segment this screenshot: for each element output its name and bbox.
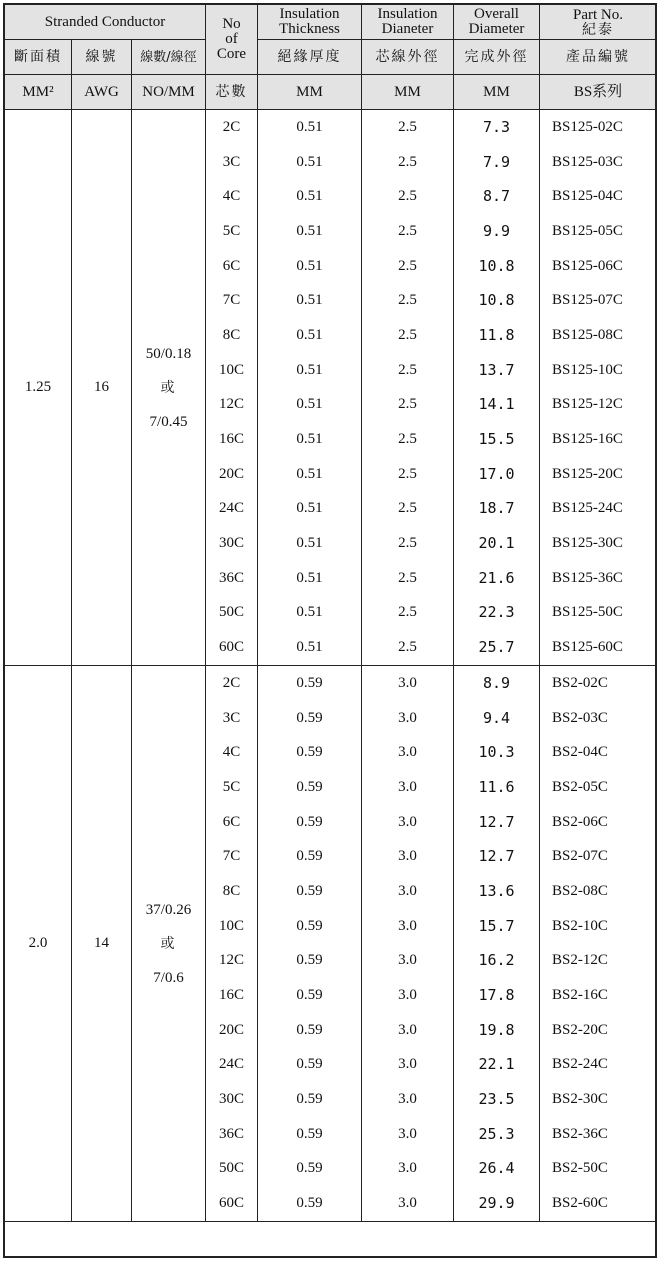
core-od-cell: 2.5: [362, 353, 454, 388]
core-od-cell: 2.5: [362, 492, 454, 527]
strands-cell: [132, 110, 206, 666]
area-cell: 2.0: [5, 666, 72, 1222]
core-od-cell: 2.5: [362, 318, 454, 353]
overall-od-cell: 26.4: [454, 1152, 540, 1187]
part-no-cell: BS125-30C: [540, 526, 657, 561]
stranded-conductor-header: Stranded Conductor: [5, 5, 206, 40]
area-cell: 1.25: [5, 110, 72, 666]
insulation-diameter-line-2: Dianeter: [381, 21, 434, 37]
part-no-cell: BS2-06C: [540, 805, 657, 840]
part-no-cell: BS125-20C: [540, 457, 657, 492]
overall-od-cell: 16.2: [454, 944, 540, 979]
thickness-cell: 0.59: [258, 1048, 362, 1083]
core-cell: 7C: [206, 283, 258, 318]
no-of-core-header: [206, 5, 258, 75]
core-od-cell: 3.0: [362, 839, 454, 874]
core-od-cell: 3.0: [362, 1186, 454, 1221]
overall-od-cell: 7.3: [454, 110, 540, 145]
overall-diameter-line-2: Diameter: [468, 21, 525, 37]
strands-line: 7/0.45: [149, 413, 188, 430]
core-od-cell: 2.5: [362, 145, 454, 180]
core-cell: 16C: [206, 978, 258, 1013]
cn-core-od-label: 芯線外徑: [362, 40, 454, 75]
core-cell: 6C: [206, 805, 258, 840]
core-cell: 3C: [206, 701, 258, 736]
part-no-cell: BS2-36C: [540, 1117, 657, 1152]
core-od-cell: 2.5: [362, 596, 454, 631]
overall-od-cell: 15.7: [454, 909, 540, 944]
strands-line: 7/0.6: [153, 969, 184, 986]
overall-od-cell: 22.1: [454, 1048, 540, 1083]
overall-od-cell: 13.6: [454, 874, 540, 909]
core-cell: 50C: [206, 1152, 258, 1187]
core-cell: 5C: [206, 770, 258, 805]
core-od-cell: 3.0: [362, 701, 454, 736]
strands-cell: [132, 666, 206, 1222]
core-od-cell: 3.0: [362, 909, 454, 944]
core-cell: 24C: [206, 1048, 258, 1083]
overall-od-cell: 11.6: [454, 770, 540, 805]
core-cell: 30C: [206, 1082, 258, 1117]
thickness-cell: 0.59: [258, 1186, 362, 1221]
core-cell: 2C: [206, 110, 258, 145]
part-no-header: [540, 5, 657, 40]
overall-od-cell: 14.1: [454, 388, 540, 423]
part-no-cell: BS125-03C: [540, 145, 657, 180]
core-od-cell: 3.0: [362, 944, 454, 979]
part-no-cell: BS2-50C: [540, 1152, 657, 1187]
overall-od-cell: 9.4: [454, 701, 540, 736]
overall-od-cell: 17.8: [454, 978, 540, 1013]
cn-strands-label: 線數/線徑: [132, 40, 206, 75]
thickness-cell: 0.51: [258, 249, 362, 284]
core-od-cell: 2.5: [362, 630, 454, 665]
core-cell: 60C: [206, 630, 258, 665]
part-no-cell: BS2-12C: [540, 944, 657, 979]
part-no-cell: BS2-04C: [540, 735, 657, 770]
part-no-cell: BS125-60C: [540, 630, 657, 665]
thickness-cell: 0.51: [258, 318, 362, 353]
part-no-cell: BS2-03C: [540, 701, 657, 736]
overall-od-cell: 10.8: [454, 249, 540, 284]
cable-spec-table: [4, 4, 657, 1222]
overall-od-cell: 20.1: [454, 526, 540, 561]
thickness-cell: 0.51: [258, 457, 362, 492]
part-no-cell: BS2-30C: [540, 1082, 657, 1117]
overall-od-cell: 12.7: [454, 839, 540, 874]
core-cell: 8C: [206, 318, 258, 353]
core-od-cell: 2.5: [362, 110, 454, 145]
core-cell: 3C: [206, 145, 258, 180]
thickness-cell: 0.51: [258, 388, 362, 423]
core-cell: 10C: [206, 353, 258, 388]
overall-diameter-header: [454, 5, 540, 40]
strands-line: 50/0.18: [145, 345, 192, 362]
part-no-line-2: 紀泰: [582, 21, 614, 38]
core-cell: 12C: [206, 388, 258, 423]
core-od-cell: 2.5: [362, 457, 454, 492]
thickness-cell: 0.51: [258, 630, 362, 665]
thickness-cell: 0.59: [258, 1152, 362, 1187]
core-od-cell: 3.0: [362, 805, 454, 840]
part-no-cell: BS2-10C: [540, 909, 657, 944]
core-cell: 24C: [206, 492, 258, 527]
part-no-cell: BS125-06C: [540, 249, 657, 284]
part-no-cell: BS125-10C: [540, 353, 657, 388]
thickness-cell: 0.59: [258, 1013, 362, 1048]
core-cell: 20C: [206, 457, 258, 492]
unit-core: 芯數: [206, 75, 258, 110]
thickness-cell: 0.59: [258, 701, 362, 736]
part-no-cell: BS2-07C: [540, 839, 657, 874]
overall-od-cell: 25.7: [454, 630, 540, 665]
overall-od-cell: 11.8: [454, 318, 540, 353]
core-od-cell: 2.5: [362, 526, 454, 561]
overall-od-cell: 10.8: [454, 283, 540, 318]
core-od-cell: 3.0: [362, 1048, 454, 1083]
strands-line: 或: [160, 379, 177, 396]
core-od-cell: 2.5: [362, 214, 454, 249]
part-no-cell: BS125-36C: [540, 561, 657, 596]
overall-od-cell: 7.9: [454, 145, 540, 180]
core-od-cell: 3.0: [362, 1013, 454, 1048]
core-cell: 7C: [206, 839, 258, 874]
thickness-cell: 0.51: [258, 145, 362, 180]
core-od-cell: 2.5: [362, 422, 454, 457]
core-cell: 6C: [206, 249, 258, 284]
unit-overall-od: MM: [454, 75, 540, 110]
part-no-cell: BS125-08C: [540, 318, 657, 353]
overall-od-cell: 15.5: [454, 422, 540, 457]
thickness-cell: 0.59: [258, 735, 362, 770]
thickness-cell: 0.59: [258, 874, 362, 909]
core-cell: 10C: [206, 909, 258, 944]
core-cell: 4C: [206, 735, 258, 770]
core-cell: 36C: [206, 561, 258, 596]
part-no-cell: BS125-24C: [540, 492, 657, 527]
thickness-cell: 0.51: [258, 422, 362, 457]
thickness-cell: 0.59: [258, 909, 362, 944]
core-cell: 12C: [206, 944, 258, 979]
header-row-units: [5, 75, 657, 110]
thickness-cell: 0.51: [258, 110, 362, 145]
table-row: [5, 110, 657, 145]
insulation-thickness-header: [258, 5, 362, 40]
core-cell: 8C: [206, 874, 258, 909]
thickness-cell: 0.51: [258, 492, 362, 527]
thickness-cell: 0.51: [258, 179, 362, 214]
part-no-cell: BS125-07C: [540, 283, 657, 318]
awg-cell: 16: [72, 110, 132, 666]
cn-insul-thickness-label: 絕緣厚度: [258, 40, 362, 75]
core-cell: 4C: [206, 179, 258, 214]
part-no-cell: BS2-24C: [540, 1048, 657, 1083]
core-od-cell: 3.0: [362, 1082, 454, 1117]
core-cell: 30C: [206, 526, 258, 561]
part-no-cell: BS125-16C: [540, 422, 657, 457]
spec-table-body: [5, 110, 657, 1222]
unit-series: BS系列: [540, 75, 657, 110]
overall-od-cell: 8.9: [454, 666, 540, 701]
unit-area: MM²: [5, 75, 72, 110]
part-no-cell: BS125-04C: [540, 179, 657, 214]
core-od-cell: 3.0: [362, 1117, 454, 1152]
cn-gauge-label: 線號: [72, 40, 132, 75]
thickness-cell: 0.59: [258, 839, 362, 874]
overall-od-cell: 25.3: [454, 1117, 540, 1152]
no-of-core-line-2: of: [225, 31, 238, 47]
thickness-cell: 0.51: [258, 526, 362, 561]
cn-area-label: 斷面積: [5, 40, 72, 75]
thickness-cell: 0.59: [258, 1117, 362, 1152]
overall-od-cell: 10.3: [454, 735, 540, 770]
core-cell: 16C: [206, 422, 258, 457]
part-no-cell: BS125-02C: [540, 110, 657, 145]
part-no-cell: BS2-08C: [540, 874, 657, 909]
no-of-core-line-3: Core: [216, 46, 247, 62]
thickness-cell: 0.51: [258, 596, 362, 631]
no-of-core-line-1: No: [222, 16, 241, 32]
overall-od-cell: 12.7: [454, 805, 540, 840]
thickness-cell: 0.59: [258, 944, 362, 979]
overall-od-cell: 17.0: [454, 457, 540, 492]
core-od-cell: 2.5: [362, 561, 454, 596]
core-cell: 2C: [206, 666, 258, 701]
insulation-thickness-line-2: Thickness: [279, 21, 340, 37]
core-od-cell: 2.5: [362, 179, 454, 214]
cn-product-no-label: 產品編號: [540, 40, 657, 75]
core-od-cell: 2.5: [362, 249, 454, 284]
insulation-diameter-header: [362, 5, 454, 40]
core-od-cell: 2.5: [362, 388, 454, 423]
thickness-cell: 0.51: [258, 353, 362, 388]
overall-od-cell: 8.7: [454, 179, 540, 214]
overall-od-cell: 23.5: [454, 1082, 540, 1117]
part-no-cell: BS2-05C: [540, 770, 657, 805]
thickness-cell: 0.59: [258, 770, 362, 805]
overall-od-cell: 13.7: [454, 353, 540, 388]
header-row-cn: [5, 40, 657, 75]
core-od-cell: 3.0: [362, 874, 454, 909]
part-no-cell: BS125-50C: [540, 596, 657, 631]
part-no-cell: BS2-20C: [540, 1013, 657, 1048]
core-cell: 60C: [206, 1186, 258, 1221]
part-no-line-1: Part No.: [573, 6, 623, 23]
strands-line: 37/0.26: [145, 901, 192, 918]
core-od-cell: 3.0: [362, 735, 454, 770]
part-no-cell: BS125-05C: [540, 214, 657, 249]
unit-core-od: MM: [362, 75, 454, 110]
core-od-cell: 2.5: [362, 283, 454, 318]
core-cell: 5C: [206, 214, 258, 249]
thickness-cell: 0.51: [258, 561, 362, 596]
unit-strands: NO/MM: [132, 75, 206, 110]
core-od-cell: 3.0: [362, 1152, 454, 1187]
strands-line: 或: [160, 935, 177, 952]
overall-diameter-line-1: Overall: [474, 6, 519, 22]
overall-od-cell: 19.8: [454, 1013, 540, 1048]
thickness-cell: 0.51: [258, 214, 362, 249]
overall-od-cell: 21.6: [454, 561, 540, 596]
unit-thickness: MM: [258, 75, 362, 110]
thickness-cell: 0.51: [258, 283, 362, 318]
insulation-diameter-line-1: Insulation: [377, 6, 438, 22]
thickness-cell: 0.59: [258, 666, 362, 701]
part-no-cell: BS2-60C: [540, 1186, 657, 1221]
core-cell: 36C: [206, 1117, 258, 1152]
overall-od-cell: 9.9: [454, 214, 540, 249]
core-od-cell: 3.0: [362, 978, 454, 1013]
table-row: [5, 666, 657, 701]
overall-od-cell: 22.3: [454, 596, 540, 631]
core-od-cell: 3.0: [362, 770, 454, 805]
overall-od-cell: 18.7: [454, 492, 540, 527]
part-no-cell: BS2-02C: [540, 666, 657, 701]
core-cell: 50C: [206, 596, 258, 631]
awg-cell: 14: [72, 666, 132, 1222]
part-no-cell: BS125-12C: [540, 388, 657, 423]
thickness-cell: 0.59: [258, 1082, 362, 1117]
part-no-cell: BS2-16C: [540, 978, 657, 1013]
unit-awg: AWG: [72, 75, 132, 110]
thickness-cell: 0.59: [258, 978, 362, 1013]
cn-overall-od-label: 完成外徑: [454, 40, 540, 75]
overall-od-cell: 29.9: [454, 1186, 540, 1221]
core-cell: 20C: [206, 1013, 258, 1048]
insulation-thickness-line-1: Insulation: [279, 6, 340, 22]
core-od-cell: 3.0: [362, 666, 454, 701]
thickness-cell: 0.59: [258, 805, 362, 840]
